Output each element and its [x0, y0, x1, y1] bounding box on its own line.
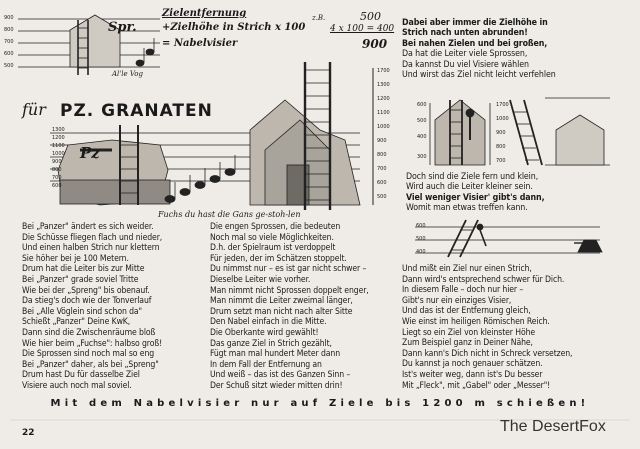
scale-tick: 500: [416, 236, 426, 242]
scale-tick: 800: [496, 144, 506, 150]
text-line: Bei „Panzer" daher, als bei „Spreng": [22, 359, 159, 370]
scale-tick: 700: [377, 166, 387, 172]
text-line: Da hat die Leiter viele Sprossen,: [402, 49, 528, 60]
scale-tick: 1200: [377, 96, 390, 102]
text-line: Visiere auch noch mal soviel.: [22, 380, 132, 391]
scale-tick: 900: [496, 130, 506, 136]
text-line: Und wirst das Ziel nicht leicht verfehlen: [402, 70, 556, 81]
text-line: In dem Fall der Entfernung an: [210, 359, 322, 370]
scale-tick: 400: [417, 134, 427, 140]
scale-tick: 700: [52, 175, 62, 181]
scale-tick: 500: [377, 194, 387, 200]
formula-line-2: +Zielhöhe in Strich x 100: [162, 22, 306, 33]
text-line: Viel weniger Visier' gibt's dann,: [406, 192, 545, 203]
text-line: Doch sind die Ziele fern und klein,: [406, 172, 539, 182]
text-line: Wie einst im heiligen Römischen Reich.: [402, 316, 550, 327]
scale-tick: 700: [4, 39, 14, 45]
text-line: Fügt man mal hundert Meter dann: [210, 349, 341, 360]
scale-tick: 500: [417, 118, 427, 124]
text-line: Und mißt ein Ziel nur einen Strich,: [402, 264, 532, 274]
scale-tick: 300: [417, 154, 427, 160]
example-top: 500: [360, 10, 381, 23]
heading-title: PZ. GRANATEN: [60, 101, 213, 121]
text-line: Du kannst ja noch genauer schätzen.: [402, 359, 543, 370]
poem-column-3: [402, 264, 572, 391]
text-line: Bei „Alle Vöglein sind schon da": [22, 306, 143, 317]
scale-tick: 1700: [377, 68, 390, 74]
pz-label: Pz: [80, 144, 100, 162]
small-staff-drawing: [18, 15, 160, 75]
text-line: Dann kann's Dich nicht in Schreck versetzen,: [402, 348, 573, 359]
text-line: In diesem Falle – doch nur hier –: [402, 285, 524, 296]
text-line: Und weiß – das ist des Ganzen Sinn –: [210, 370, 351, 381]
text-line: Dann sind die Zwischenräume bloß: [22, 327, 156, 338]
scale-tick: 800: [52, 167, 62, 173]
text-line: Man nimmt nicht Sprossen doppelt enger,: [210, 285, 369, 296]
scale-tick: 600: [4, 51, 14, 57]
text-line: Das ganze Ziel in Strich gezählt,: [210, 338, 332, 349]
text-line: Womit man etwas treffen kann.: [406, 203, 528, 214]
spr-label: Spr.: [108, 20, 137, 35]
text-line: Man nimmt die Leiter zweimal länger,: [210, 296, 353, 307]
song-caption: Fuchs du hast die Gans ge-stoh-len: [158, 210, 301, 219]
text-line: Mit „Fleck", mit „Gabel" oder „Messer"!: [402, 380, 551, 391]
right-middle-text: [406, 172, 544, 214]
text-line: Schießt „Panzer" Deine KwK,: [22, 317, 131, 328]
text-line: Wie bei der „Spreng" bis obenauf.: [22, 285, 150, 296]
text-line: Liegt so ein Ziel von kleinster Höhe: [402, 327, 536, 338]
scale-tick: 500: [4, 63, 14, 69]
scale-tick: 600: [52, 183, 62, 189]
text-line: Drum setzt man nicht nach alter Sitte: [210, 306, 353, 317]
text-line: Und einen halben Strich nur klettern: [22, 243, 160, 254]
text-line: Die engen Sprossen, die bedeuten: [210, 222, 341, 232]
heading-prefix: für: [22, 100, 46, 119]
bottom-right-drawing: [415, 220, 602, 257]
scale-tick: 700: [496, 158, 506, 164]
scale-tick: 1300: [52, 127, 65, 133]
text-line: Dann wird's entsprechend schwer für Dich.: [402, 274, 565, 285]
text-line: Da kannst Du viel Visiere wählen: [402, 59, 529, 70]
example-label: z.B.: [312, 14, 326, 22]
scale-tick: 1300: [377, 82, 390, 88]
text-line: Wie hier beim „Fuchse": halbso groß!: [22, 338, 163, 349]
text-line: Der Schuß sitzt wieder mitten drin!: [210, 380, 343, 391]
scale-tick: 900: [52, 159, 62, 165]
text-line: Den Nabel einfach in die Mitte.: [210, 317, 327, 328]
text-line: Zum Beispiel ganz in Deiner Nähe,: [402, 338, 533, 349]
text-line: Bei nahen Zielen und bei großen,: [402, 38, 548, 49]
footer-banner: Mit dem Nabelvisier nur auf Ziele bis 1200 m schießen!: [50, 398, 590, 409]
poem-column-2: [210, 222, 369, 392]
poem-column-1: [22, 222, 162, 392]
text-line: Dabei aber immer die Zielhöhe in: [402, 18, 548, 28]
scale-tick: 600: [377, 180, 387, 186]
text-line: Drum hast Du für dasselbe Ziel: [22, 370, 140, 381]
scale-tick: 1000: [52, 151, 65, 157]
scale-tick: 900: [4, 15, 14, 21]
text-line: Strich nach unten abrunden!: [402, 28, 528, 39]
scale-tick: 1000: [496, 116, 509, 122]
watermark: The DesertFox: [500, 418, 606, 435]
text-line: Die Sprossen sind noch mal so eng: [22, 349, 155, 360]
alle-vog-label: Al'le Vog: [112, 70, 143, 78]
text-line: Gibt's nur ein einziges Visier,: [402, 295, 512, 306]
example-mid: 4 x 100 = 400: [330, 24, 395, 34]
scale-tick: 800: [377, 152, 387, 158]
scale-tick: 1100: [52, 143, 65, 149]
page-number: 22: [22, 428, 35, 438]
scale-tick: 1700: [496, 102, 509, 108]
text-line: Dieselbe Leiter wie vorher.: [210, 274, 311, 285]
formula-line-1: Zielentfernung: [162, 8, 247, 19]
example-result: 900: [362, 37, 388, 51]
text-line: Die Oberkante wird gewählt!: [210, 327, 319, 338]
text-line: Da stieg's doch wie der Tonverlauf: [22, 296, 152, 307]
formula-line-3: = Nabelvisier: [162, 38, 238, 49]
text-line: Die Schüsse fliegen flach und nieder,: [22, 232, 163, 243]
scale-tick: 400: [416, 249, 426, 255]
scale-tick: 600: [417, 102, 427, 108]
text-line: Noch mal so viele Möglichkeiten.: [210, 232, 334, 243]
text-line: Und das ist der Entfernung gleich,: [402, 306, 531, 317]
text-line: Bei „Panzer" ändert es sich weider.: [22, 222, 154, 232]
main-staff-drawing: [50, 62, 373, 210]
scale-tick: 1100: [377, 110, 390, 116]
text-line: Ist's weiter weg, dann ist's Du besser: [402, 369, 543, 380]
scale-tick: 900: [377, 138, 387, 144]
scale-tick: 1000: [377, 124, 390, 130]
text-line: Sie höher bei je 100 Metern.: [22, 253, 129, 264]
text-line: Bei „Panzer" grade soviel Tritte: [22, 274, 139, 285]
text-line: Drum hat die Leiter bis zur Mitte: [22, 264, 145, 275]
text-line: Für jeden, der im Schätzen stoppelt.: [210, 253, 347, 264]
text-line: Wird auch die Leiter kleiner sein.: [406, 182, 533, 193]
text-line: D.h. der Spielraum ist verdoppelt: [210, 243, 336, 254]
scale-tick: 600: [416, 223, 426, 229]
right-top-text: [402, 18, 556, 80]
scale-tick: 800: [4, 27, 14, 33]
text-line: Du nimmst nur – es ist gar nicht schwer –: [210, 264, 367, 275]
scale-tick: 1200: [52, 135, 65, 141]
right-ladder-drawing: [430, 98, 610, 165]
